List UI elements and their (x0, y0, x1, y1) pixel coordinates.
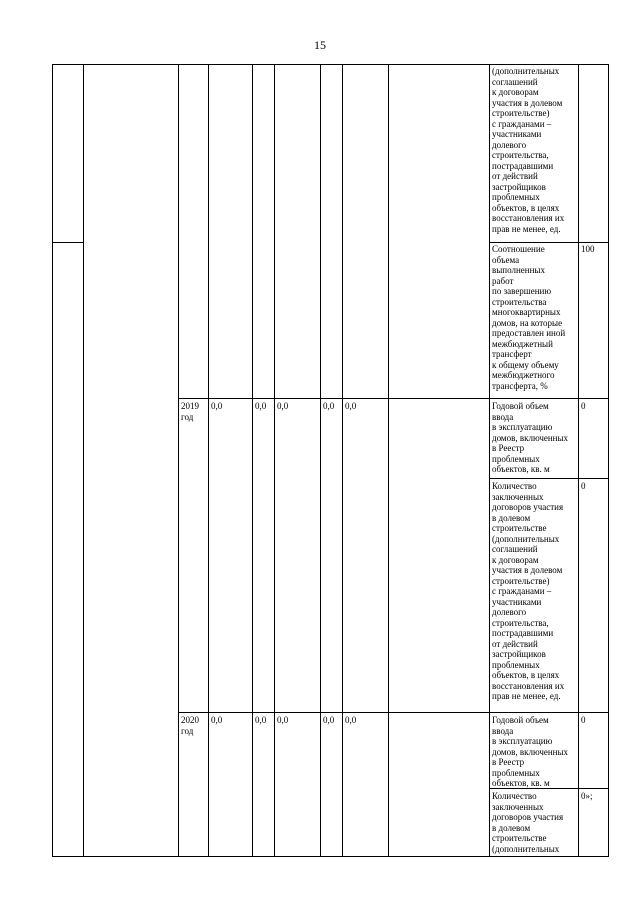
indicator-name: Количество заключенных договоров участия в долевом строительстве (дополнительных (492, 791, 564, 854)
col-border (388, 64, 389, 857)
col-border (252, 64, 253, 857)
table-top-border (52, 64, 608, 65)
value-cell: 0,0 (323, 715, 335, 725)
year-cell: 2019 год (181, 401, 199, 422)
value-cell: 0,0 (211, 401, 223, 411)
value-cell: 0,0 (255, 401, 267, 411)
indicator-name: Годовой объем ввода в эксплуатацию домов, включенных в Реестр проблемных объектов, кв. м (492, 715, 569, 788)
indicator-value: 0»; (581, 791, 593, 801)
value-cell: 0,0 (211, 715, 223, 725)
row-divider (178, 712, 608, 713)
row-divider (489, 788, 608, 789)
indicator-name: Количество заключенных договоров участия в долевом строительстве (дополнительных соглашений к договорам участия в долевом строительстве) с гражданами – участниками долевого строительства, пострадавшими от действий застройщиков проблемных объектов, в целях восстановления их прав не менее, ед. (492, 481, 565, 701)
col-border (320, 64, 321, 857)
indicator-value: 0 (581, 401, 586, 411)
row-divider (178, 398, 608, 399)
value-cell: 0,0 (345, 401, 357, 411)
col-border (83, 64, 84, 857)
col-border (274, 64, 275, 857)
value-cell: 0,0 (323, 401, 335, 411)
indicator-value: 100 (581, 244, 595, 254)
value-cell: 0,0 (277, 401, 289, 411)
col-border (208, 64, 209, 857)
col-border (52, 64, 53, 857)
value-cell: 0,0 (255, 715, 267, 725)
indicator-value: 0 (581, 715, 586, 725)
row-divider (52, 242, 83, 243)
value-cell: 0,0 (277, 715, 289, 725)
col-border (342, 64, 343, 857)
indicator-value: 0 (581, 481, 586, 491)
indicator-name: Годовой объем ввода в эксплуатацию домов, включенных в Реестр проблемных объектов, кв. м (492, 401, 569, 474)
table-bottom-border (52, 856, 608, 857)
col-border (178, 64, 179, 857)
value-cell: 0,0 (345, 715, 357, 725)
page-number: 15 (314, 38, 326, 52)
col-border (608, 64, 609, 857)
year-cell: 2020 год (181, 715, 199, 736)
col-border (578, 64, 579, 857)
indicator-name: (дополнительных соглашений к договорам участия в долевом строительстве) с гражданами – участниками долевого строительства, пострадавшими от действий застройщиков проблемных объектов, в целях восстановления их прав не менее, ед. (492, 66, 565, 234)
indicator-name: Соотношение объема выполненных работ по завершению строительства многоквартирных домов, на которые предоставлен иной межбюджетный трансферт к общему объему межбюджетного трансферта, % (492, 244, 566, 391)
row-divider (489, 478, 608, 479)
row-divider (489, 242, 608, 243)
